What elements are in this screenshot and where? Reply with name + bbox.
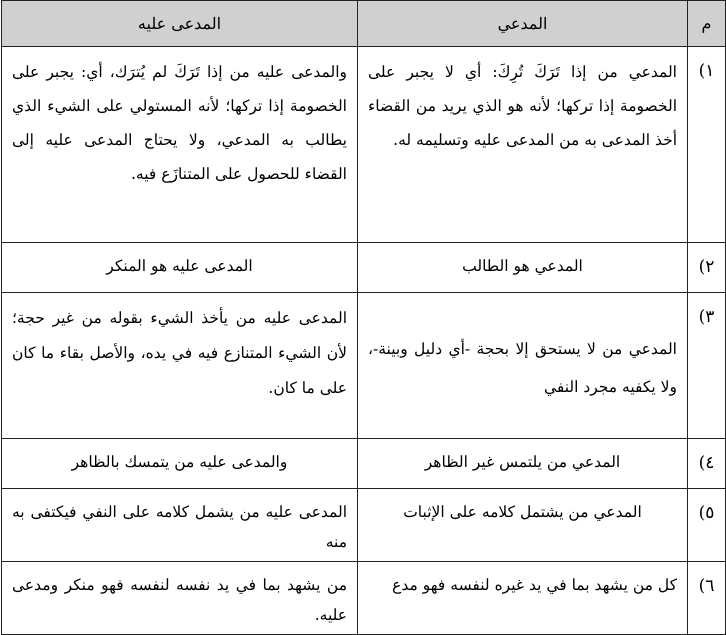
row-number: ٤) bbox=[688, 439, 726, 489]
row-number: ٥) bbox=[688, 489, 726, 562]
plaintiff-text: المدعي من يشتمل كلامه على الإثبات bbox=[403, 503, 642, 521]
defendant-cell bbox=[2, 47, 358, 243]
row-number: ٦) bbox=[688, 562, 726, 635]
defendant-text: المدعى عليه هو المنكر bbox=[106, 257, 253, 275]
defendant-cell bbox=[2, 562, 358, 635]
defendant-cell bbox=[2, 243, 358, 293]
row-number: ١) bbox=[688, 47, 726, 243]
plaintiff-text: المدعي من إذا تَرَكَ تُرِكَ: أي لا يجبر على الخصومة إذا تركها؛ لأنه هو الذي يريد من القضاء أخذ المدعى به من المدعى عليه وتسليمه له. bbox=[368, 63, 677, 149]
table-row bbox=[2, 562, 726, 635]
row-number: ٣) bbox=[688, 293, 726, 439]
plaintiff-cell bbox=[358, 489, 688, 562]
defendant-cell bbox=[2, 489, 358, 562]
table-row bbox=[2, 489, 726, 562]
defendant-text: والمدعى عليه من يتمسك بالظاهر bbox=[71, 453, 288, 471]
plaintiff-text: كل من يشهد بما في يد غيره لنفسه فهو مدع bbox=[392, 576, 677, 594]
plaintiff-cell bbox=[358, 293, 688, 439]
header-plaintiff: المدعي bbox=[358, 1, 688, 47]
plaintiff-cell bbox=[358, 47, 688, 243]
defendant-text: من يشهد بما في يد نفسه لنفسه فهو منكر ومدعى عليه. bbox=[12, 576, 347, 624]
plaintiff-text: المدعي هو الطالب bbox=[462, 257, 583, 275]
defendant-cell bbox=[2, 439, 358, 489]
defendant-text: والمدعى عليه من إذا تَرَكَ لم يُترَك، أي: يجبر على الخصومة إذا تركها؛ لأنه المستولي على الشيء الذي يطالب به المدعي، ولا يحتاج المدعى عليه إلى القضاء للحصول على المتنازَع فيه. bbox=[12, 63, 347, 183]
plaintiff-cell bbox=[358, 243, 688, 293]
defendant-cell bbox=[2, 293, 358, 439]
table-row bbox=[2, 439, 726, 489]
defendant-text: المدعى عليه من يشمل كلامه على النفي فيكتفى به منه bbox=[12, 503, 347, 551]
plaintiff-text: المدعي من يلتمس غير الظاهر bbox=[424, 453, 621, 471]
plaintiff-cell bbox=[358, 562, 688, 635]
table-row bbox=[2, 47, 726, 243]
defendant-text: المدعى عليه من يأخذ الشيء بقوله من غير حجة؛ لأن الشيء المتنازع فيه في يده، والأصل بقاء ما كان على ما كان. bbox=[12, 309, 347, 397]
table-row bbox=[2, 243, 726, 293]
row-number: ٢) bbox=[688, 243, 726, 293]
plaintiff-text: المدعي من لا يستحق إلا بحجة -أي دليل وبينة-، ولا يكفيه مجرد النفي bbox=[368, 339, 677, 396]
header-row bbox=[2, 1, 726, 47]
header-number: م bbox=[688, 1, 726, 47]
header-defendant: المدعى عليه bbox=[2, 1, 358, 47]
comparison-table bbox=[1, 0, 726, 635]
plaintiff-cell bbox=[358, 439, 688, 489]
table-row bbox=[2, 293, 726, 439]
